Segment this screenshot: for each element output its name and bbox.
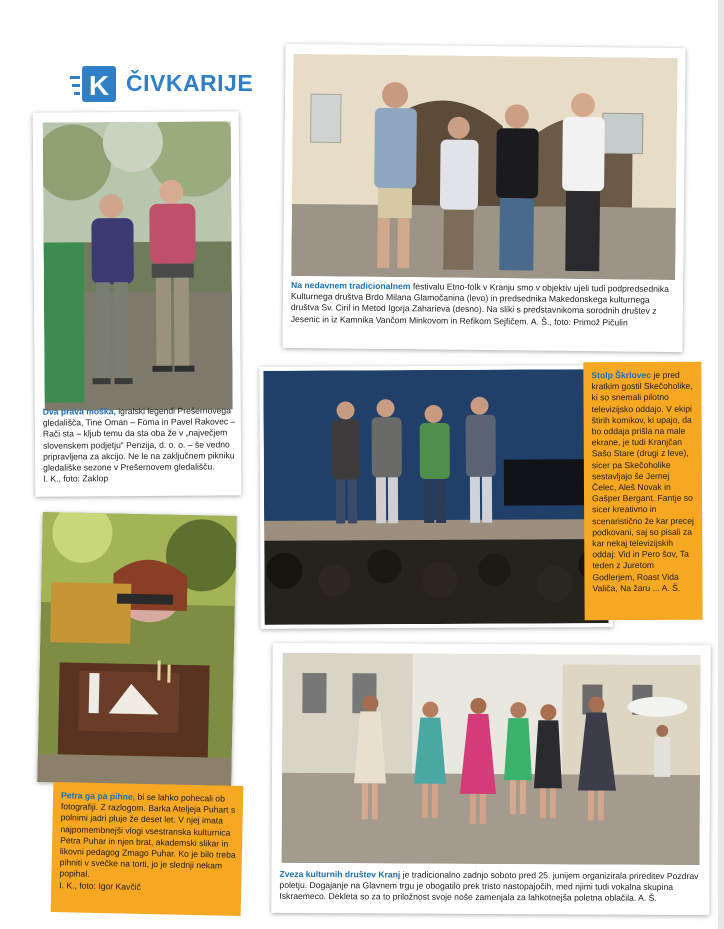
photo-cake — [37, 512, 237, 786]
caption-lead: Stolp Škrlovec — [591, 369, 652, 381]
logo-letter: K — [88, 70, 110, 101]
caption-lead: Petra ga pa pihne, — [61, 790, 136, 802]
caption-lead: Zveza kulturnih društev Kranj — [279, 868, 401, 880]
caption-cake — [59, 790, 237, 894]
section-header — [70, 60, 254, 108]
caption-box-cake — [51, 782, 244, 916]
photo-card-actors — [33, 111, 242, 496]
caption-text: je pred kratkim gostil Skečoholike, ki so snemali pilotno televizijsko oddajo. V ekipi štirih komikov, ki upajo, da bo oddaja prišla na male ekrane, je tudi Kranjčan Sašo Stare (drugi z leve), sicer pa Skečoholike sestavljajo še Jernej Čelec, Aleš Novak in Gašper Bergant. Fantje so sicer kreativno in scenaristično že kar precej podkovani, saj so pisali za kar nekaj televizijskih oddaj: Vid in Pero šov, Ta teden z Juretom Godlerjem, Roast Vida Valiča, Na žaru ... — [591, 369, 694, 594]
photo-card-street — [271, 643, 710, 915]
caption-festival — [291, 280, 675, 329]
photo-card-cake — [37, 512, 237, 786]
caption-credit: I. K., foto: Zaklop — [43, 473, 109, 484]
caption-text: bi se lahko pohecali ob fotografiji. Z razlogom. Barka Ateljeja Puhart s polnimi jadri pluje že deset let. V njej imata najpomembnejši vlogi vsestranska kulturnica Petra Puhar in njen brat, akademski slikar in likovni pedagog Zmago Puhar. Ko je bilo treba pihniti v svečke na torti, jo je slednji nekam popihal. — [59, 791, 236, 880]
section-title: ČIVKARIJE — [126, 70, 254, 96]
photo-actors — [43, 121, 233, 410]
caption-credit: A. Š. — [638, 893, 657, 904]
photo-comedians — [263, 369, 608, 625]
photo-festival — [291, 54, 677, 280]
photo-card-festival — [282, 44, 685, 352]
k-logo-icon — [70, 62, 122, 106]
page-edge — [718, 0, 724, 929]
caption-comedians — [591, 370, 696, 595]
caption-lead: Dva prava moška, — [42, 406, 116, 417]
photo-street — [282, 653, 701, 865]
caption-text: festivalu Etno-folk v Kranju smo v objektiv ujeli tudi podpredsednika Kulturnega društva Brdo Milana Glamočanina (levo) in predsednika Makedonskega kulturnega društva Sv. Ciril in Metod Igorja Zaharieva (desno). Na sliki s predstavnikoma sorodnih društev z Jesenic in iz Kamnika Vančom Minkovom in Refikom Sejfičem. — [290, 281, 669, 327]
photo-card-comedians — [259, 365, 612, 629]
caption-lead: Na nedavnem tradicionalnem — [291, 279, 411, 292]
caption-credit: A. Š., foto: Primož Pičulin — [530, 316, 628, 328]
caption-actors — [43, 405, 238, 485]
caption-credit: A. Š. — [661, 582, 681, 593]
caption-text: igralski legendi Prešernovega gledališča, Tine Oman – Foma in Pavel Rakovec – Rači sta – kljub temu da sta oba že v „največjem slovenskem podjetju“ Penzija, d. o. o. – še vedno pripravljena za akcijo. Ne le na zaključnem pikniku gledališke sezone v Prešernovem gledališču. — [42, 405, 236, 473]
caption-street — [279, 869, 699, 905]
caption-text: je tradicionalno zadnjo soboto pred 25. junijem organizirala prireditev Pozdrav poletju. Dogajanje na Glavnem trgu je obogatilo prek tristo nastopajočih, med njimi tudi vokalna skupina Iskraemeco. Dekleta so za to priložnost svoje noše zamenjala za lahkotnejša poletna oblačila. — [279, 869, 699, 904]
caption-box-comedians — [583, 362, 702, 621]
caption-credit: I. K., foto: Igor Kavčič — [59, 879, 142, 892]
